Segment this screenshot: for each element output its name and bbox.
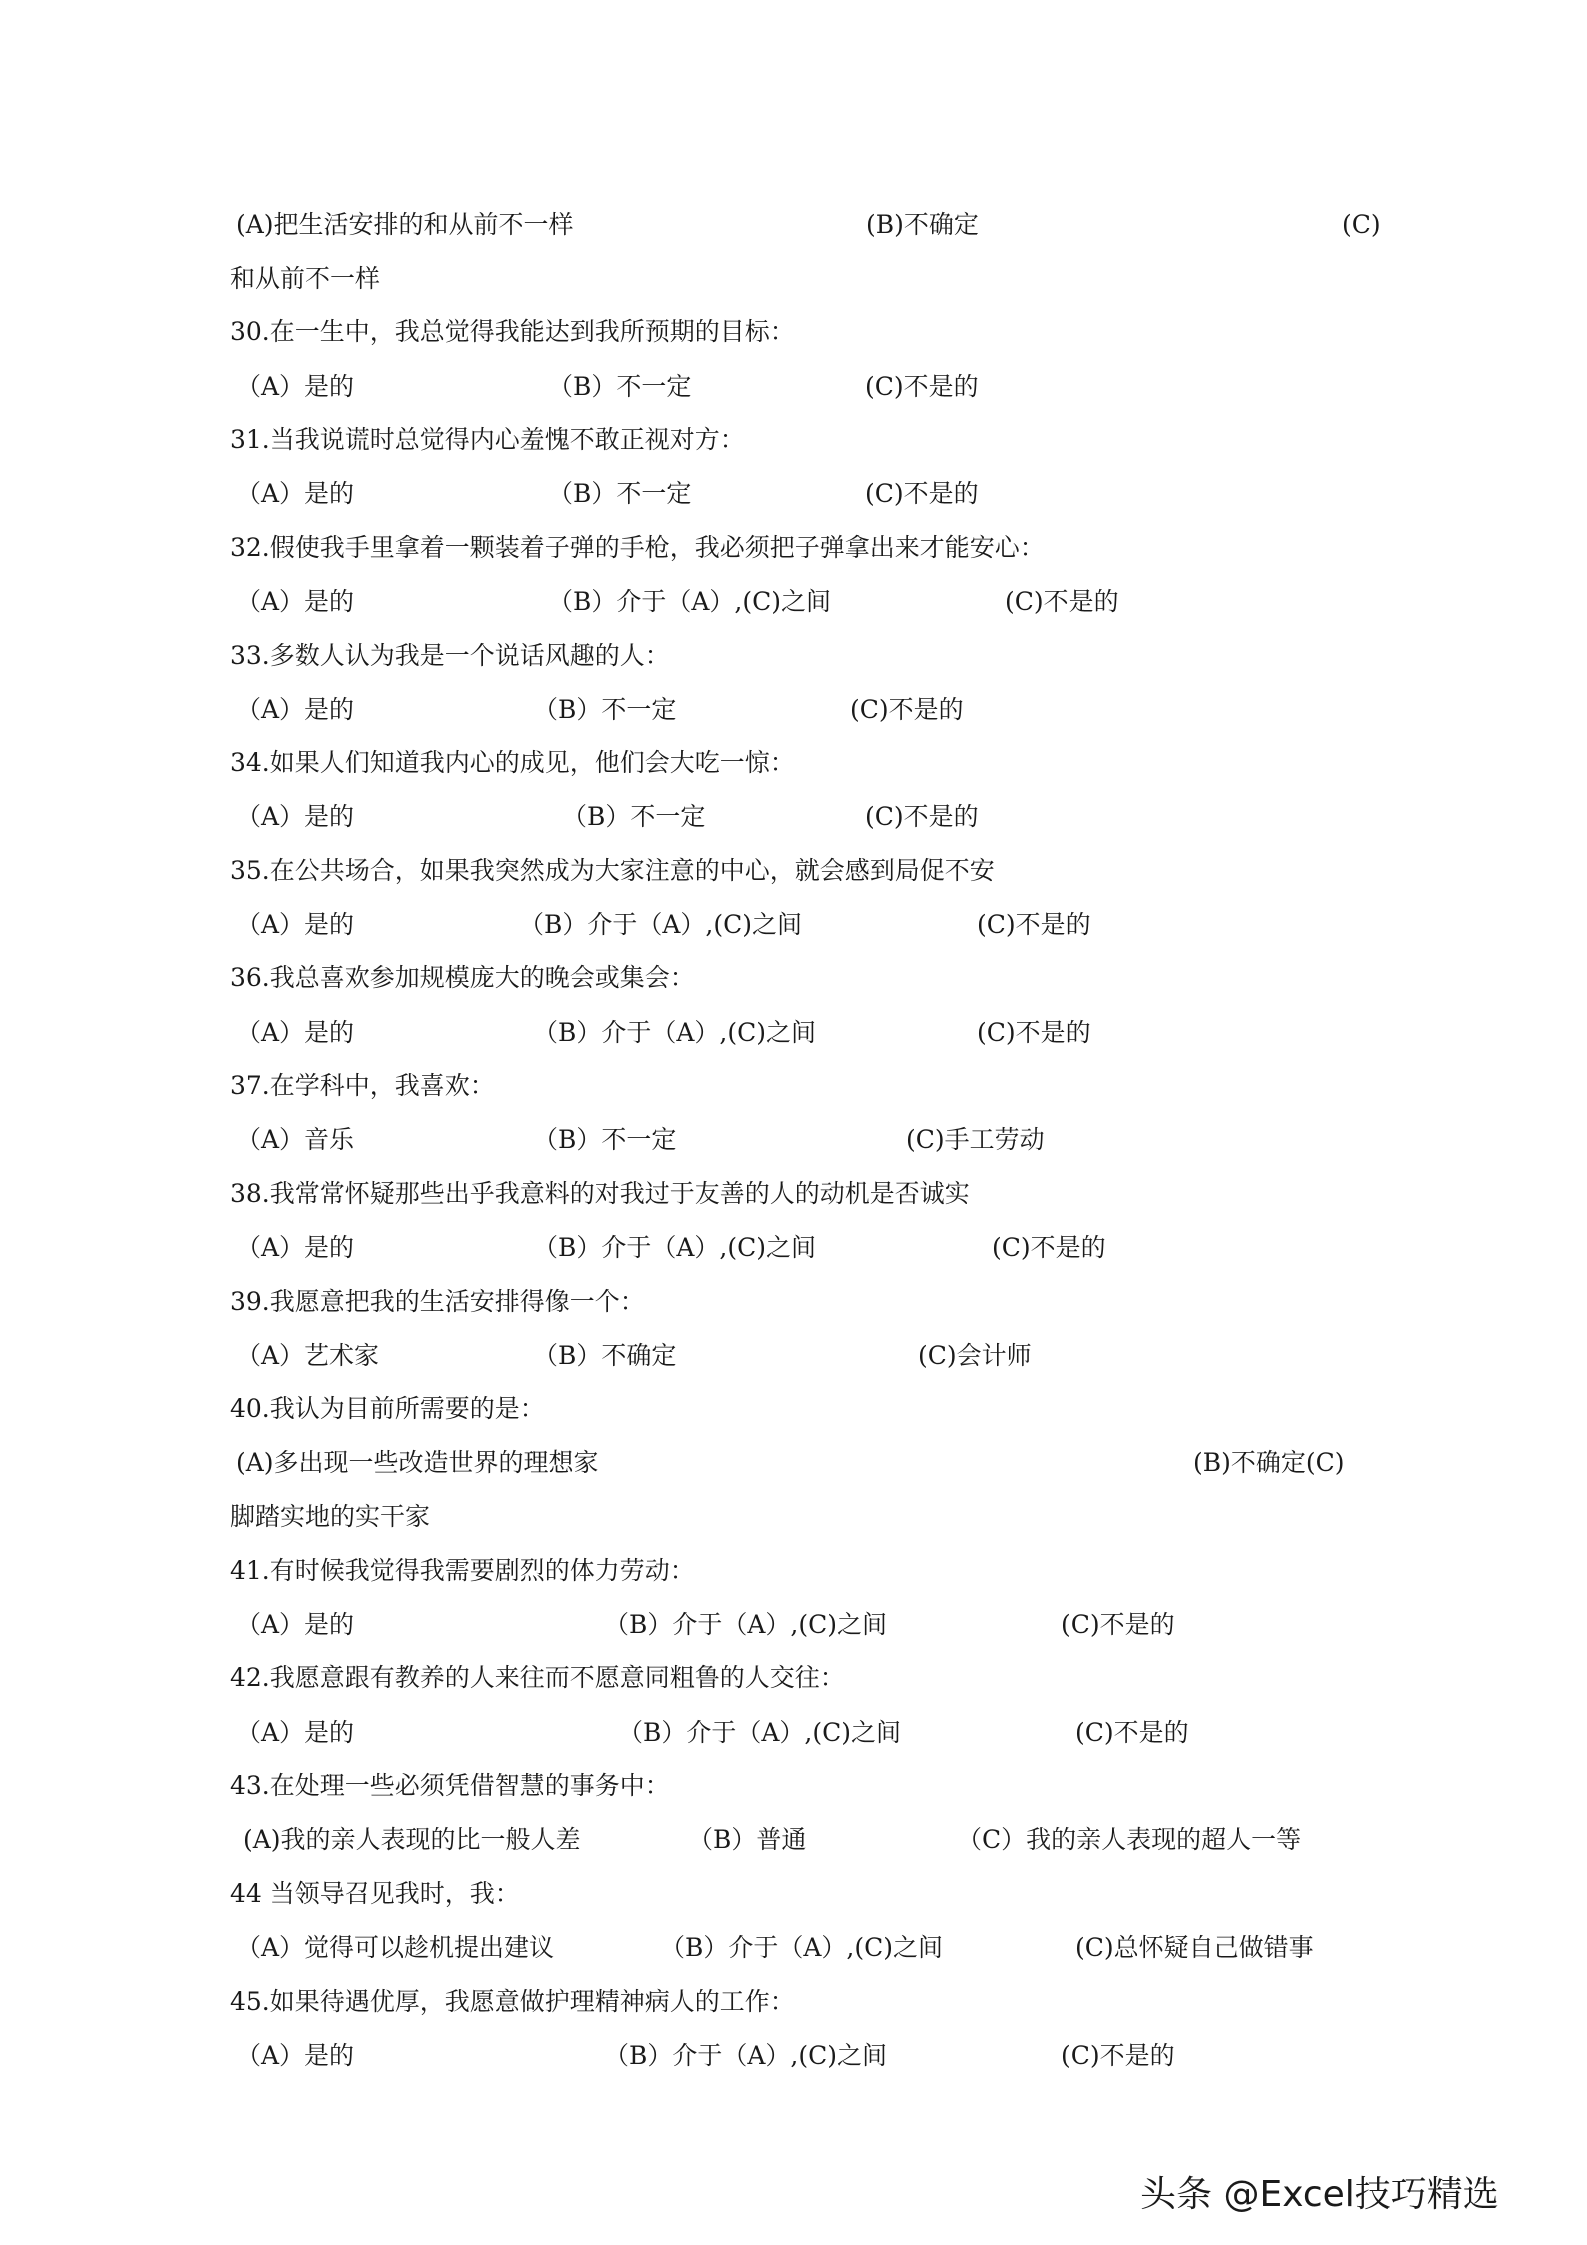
question-42: 42.我愿意跟有教养的人来往而不愿意同粗鲁的人交往： (230, 1663, 845, 1692)
question-39: 39.我愿意把我的生活安排得像一个： (230, 1287, 645, 1316)
watermark: 头条 @Excel技巧精选 (1140, 2174, 1499, 2215)
option-a: （A）是的 (236, 695, 355, 724)
question-33: 33.多数人认为我是一个说话风趣的人： (230, 641, 670, 670)
question-37: 37.在学科中，我喜欢： (230, 1071, 495, 1100)
question-34: 34.如果人们知道我内心的成见，他们会大吃一惊： (230, 748, 795, 777)
option-b: （B）不一定 (548, 479, 692, 508)
option-a: （A）是的 (236, 1233, 355, 1262)
option-c: (C)不是的 (977, 910, 1091, 939)
question-40: 40.我认为目前所需要的是： (230, 1394, 545, 1423)
option-c: (C)不是的 (992, 1233, 1106, 1262)
option-a: （A）是的 (236, 1610, 355, 1639)
option-a: (A)多出现一些改造世界的理想家 (236, 1448, 599, 1477)
question-43: 43.在处理一些必须凭借智慧的事务中： (230, 1771, 670, 1800)
option-b: （B）介于（A）,(C)之间 (548, 587, 832, 616)
option-a: （A）是的 (236, 372, 355, 401)
option-b: （B）介于（A）,(C)之间 (533, 1018, 817, 1047)
option-c: (C)不是的 (977, 1018, 1091, 1047)
option-a: （A）是的 (236, 587, 355, 616)
option-c: (C)会计师 (918, 1341, 1032, 1370)
option-c-continued: 和从前不一样 (230, 264, 381, 293)
option-a: （A）艺术家 (236, 1341, 380, 1370)
option-c: (C)不是的 (865, 802, 979, 831)
option-b: (B)不确定 (866, 210, 979, 239)
question-45: 45.如果待遇优厚，我愿意做护理精神病人的工作： (230, 1987, 795, 2016)
option-b: （B）介于（A）,(C)之间 (618, 1718, 902, 1747)
option-b: （B）不一定 (533, 695, 677, 724)
option-c: (C)不是的 (1005, 587, 1119, 616)
option-b: （B）介于（A）,(C)之间 (660, 1933, 944, 1962)
question-31: 31.当我说谎时总觉得内心羞愧不敢正视对方： (230, 425, 745, 454)
option-b: （B）不一定 (533, 1125, 677, 1154)
option-a: （A）是的 (236, 1018, 355, 1047)
option-a: (A)我的亲人表现的比一般人差 (243, 1825, 581, 1854)
option-c: (C)不是的 (1075, 1718, 1189, 1747)
question-35: 35.在公共场合，如果我突然成为大家注意的中心，就会感到局促不安 (230, 856, 995, 885)
option-a: (A)把生活安排的和从前不一样 (236, 210, 574, 239)
option-a: （A）是的 (236, 802, 355, 831)
option-b: （B）不确定 (533, 1341, 677, 1370)
option-a: （A）是的 (236, 2041, 355, 2070)
option-a: （A）觉得可以趁机提出建议 (236, 1933, 555, 1962)
option-b: （B）介于（A）,(C)之间 (533, 1233, 817, 1262)
option-c: (C)不是的 (850, 695, 964, 724)
option-c: (C)手工劳动 (906, 1125, 1045, 1154)
question-30: 30.在一生中，我总觉得我能达到我所预期的目标： (230, 317, 795, 346)
option-a: （A）是的 (236, 1718, 355, 1747)
option-b: （B）普通 (688, 1825, 807, 1854)
option-b: （B）介于（A）,(C)之间 (604, 1610, 888, 1639)
option-a: （A）是的 (236, 479, 355, 508)
question-44: 44 当领导召见我时，我： (230, 1879, 520, 1908)
option-b: （B）不一定 (562, 802, 706, 831)
option-a: （A）音乐 (236, 1125, 355, 1154)
option-a: （A）是的 (236, 910, 355, 939)
question-36: 36.我总喜欢参加规模庞大的晚会或集会： (230, 963, 695, 992)
option-b-c: (B)不确定(C) (1193, 1448, 1345, 1477)
question-41: 41.有时候我觉得我需要剧烈的体力劳动： (230, 1556, 695, 1585)
question-32: 32.假使我手里拿着一颗装着子弹的手枪，我必须把子弹拿出来才能安心： (230, 533, 1045, 562)
option-c: (C)总怀疑自己做错事 (1075, 1933, 1314, 1962)
option-c: (C)不是的 (865, 479, 979, 508)
option-c: (C)不是的 (865, 372, 979, 401)
option-b: （B）介于（A）,(C)之间 (604, 2041, 888, 2070)
option-c: (C)不是的 (1061, 2041, 1175, 2070)
option-c-continued: 脚踏实地的实干家 (230, 1502, 431, 1531)
option-b: （B）不一定 (548, 372, 692, 401)
option-c: （C）我的亲人表现的超人一等 (957, 1825, 1302, 1854)
option-c: (C) (1342, 210, 1381, 239)
question-38: 38.我常常怀疑那些出乎我意料的对我过于友善的人的动机是否诚实 (230, 1179, 970, 1208)
option-c: (C)不是的 (1061, 1610, 1175, 1639)
option-b: （B）介于（A）,(C)之间 (519, 910, 803, 939)
